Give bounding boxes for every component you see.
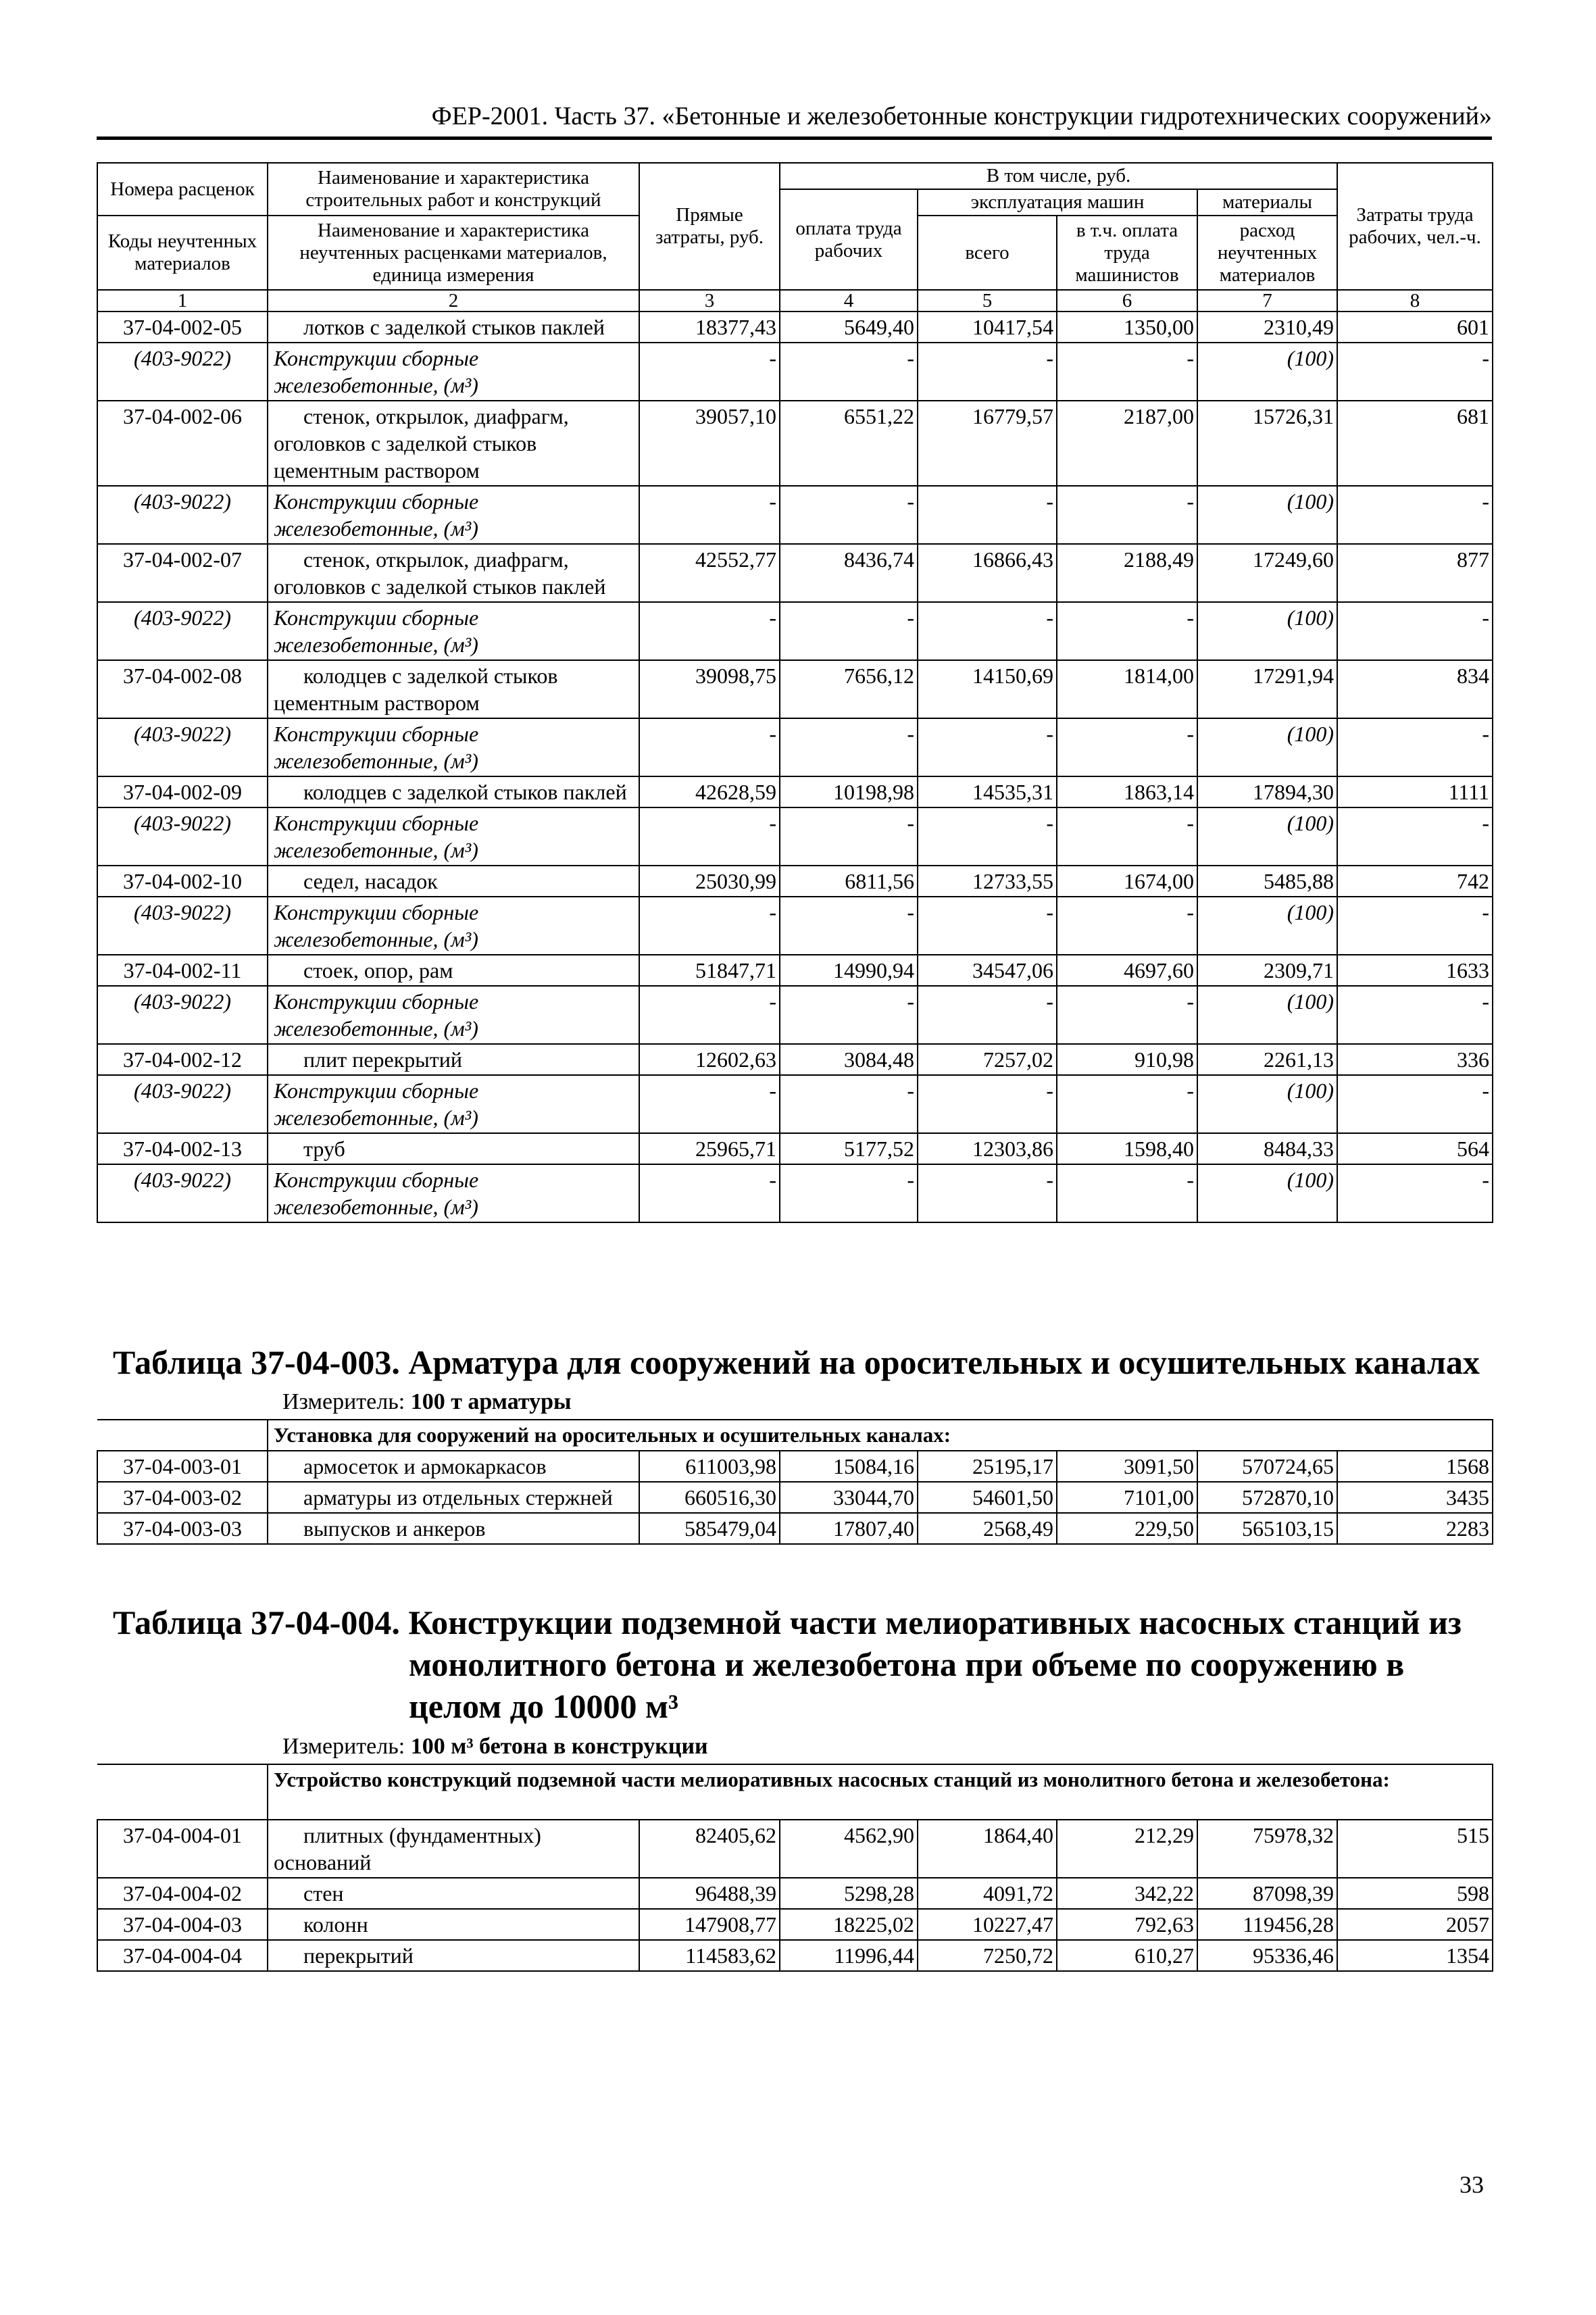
- value-cell: (100): [1197, 1075, 1337, 1133]
- material-name: Конструкции сборные железобетонные, (м³): [268, 807, 639, 866]
- value-cell: 6551,22: [780, 401, 918, 486]
- value-cell: 2187,00: [1057, 401, 1197, 486]
- col-number: 2: [268, 290, 639, 312]
- value-cell: 5177,52: [780, 1133, 918, 1164]
- value-cell: -: [1057, 1075, 1197, 1133]
- value-cell: -: [780, 807, 918, 866]
- value-cell: 39057,10: [639, 401, 780, 486]
- value-cell: -: [1057, 897, 1197, 955]
- table-row: [97, 866, 1493, 897]
- material-name: Конструкции сборные железобетонные, (м³): [268, 897, 639, 955]
- value-cell: 681: [1337, 401, 1493, 486]
- value-cell: -: [1337, 602, 1493, 660]
- rate-code: 37-04-002-11: [97, 955, 268, 986]
- value-cell: 2261,13: [1197, 1044, 1337, 1075]
- work-name: стенок, открылок, диафрагм, оголовков с заделкой стыков цементным раствором: [268, 401, 639, 486]
- value-cell: 910,98: [1057, 1044, 1197, 1075]
- rate-code: 37-04-002-07: [97, 544, 268, 602]
- material-code: (403-9022): [97, 343, 268, 401]
- work-name: стенок, открылок, диафрагм, оголовков с заделкой стыков паклей: [268, 544, 639, 602]
- value-cell: 1674,00: [1057, 866, 1197, 897]
- value-cell: -: [1337, 718, 1493, 776]
- value-cell: 229,50: [1057, 1513, 1197, 1544]
- measure-37-04-003: [282, 1389, 572, 1415]
- value-cell: 515: [1337, 1820, 1493, 1878]
- value-cell: 11996,44: [780, 1940, 918, 1971]
- col-header-rate-number: Номера расценок: [97, 163, 268, 216]
- value-cell: 25030,99: [639, 866, 780, 897]
- col-number: 7: [1197, 290, 1337, 312]
- value-cell: 18377,43: [639, 312, 780, 343]
- material-name: Конструкции сборные железобетонные, (м³): [268, 1075, 639, 1133]
- value-cell: 17807,40: [780, 1513, 918, 1544]
- table-row: [97, 1909, 1493, 1940]
- value-cell: 1111: [1337, 776, 1493, 807]
- value-cell: -: [918, 1164, 1057, 1222]
- value-cell: 119456,28: [1197, 1909, 1337, 1940]
- work-name: колонн: [268, 1909, 639, 1940]
- work-name: арматуры из отдельных стержней: [268, 1482, 639, 1513]
- col-header-machines: эксплуатация машин: [918, 189, 1197, 216]
- value-cell: -: [1337, 1164, 1493, 1222]
- value-cell: 1863,14: [1057, 776, 1197, 807]
- col-number: 5: [918, 290, 1057, 312]
- material-name: Конструкции сборные железобетонные, (м³): [268, 343, 639, 401]
- value-cell: (100): [1197, 602, 1337, 660]
- value-cell: 17291,94: [1197, 660, 1337, 718]
- material-code: (403-9022): [97, 602, 268, 660]
- rate-code: 37-04-002-05: [97, 312, 268, 343]
- value-cell: -: [918, 602, 1057, 660]
- value-cell: (100): [1197, 343, 1337, 401]
- value-cell: -: [1057, 1164, 1197, 1222]
- material-name: Конструкции сборные железобетонные, (м³): [268, 602, 639, 660]
- value-cell: 834: [1337, 660, 1493, 718]
- value-cell: -: [780, 1164, 918, 1222]
- value-cell: (100): [1197, 986, 1337, 1044]
- value-cell: 16866,43: [918, 544, 1057, 602]
- col-header-labor-hours: Затраты труда рабочих, чел.-ч.: [1337, 163, 1493, 290]
- rate-code: 37-04-002-13: [97, 1133, 268, 1164]
- value-cell: 564: [1337, 1133, 1493, 1164]
- value-cell: 610,27: [1057, 1940, 1197, 1971]
- value-cell: 34547,06: [918, 955, 1057, 986]
- value-cell: -: [918, 807, 1057, 866]
- work-name: седел, насадок: [268, 866, 639, 897]
- value-cell: 4562,90: [780, 1820, 918, 1878]
- material-row: [97, 1075, 1493, 1133]
- table-row: [97, 1513, 1493, 1544]
- page-header: ФЕР-2001. Часть 37. «Бетонные и железобетонные конструкции гидротехнических сооружений»: [97, 101, 1492, 140]
- value-cell: 6811,56: [780, 866, 918, 897]
- table-row: [97, 401, 1493, 486]
- value-cell: 342,22: [1057, 1878, 1197, 1909]
- value-cell: -: [1057, 718, 1197, 776]
- value-cell: -: [1057, 807, 1197, 866]
- measure-value: 100 т арматуры: [410, 1389, 572, 1414]
- value-cell: 212,29: [1057, 1820, 1197, 1878]
- value-cell: 1354: [1337, 1940, 1493, 1971]
- col-header-machines-total: всего: [918, 216, 1057, 290]
- value-cell: 5649,40: [780, 312, 918, 343]
- value-cell: (100): [1197, 718, 1337, 776]
- value-cell: -: [918, 986, 1057, 1044]
- value-cell: -: [780, 986, 918, 1044]
- table-title-37-04-004-line2: монолитного бетона и железобетона при объеме по сооружению в: [409, 1645, 1405, 1683]
- col-header-direct-costs: Прямые затраты, руб.: [639, 163, 780, 290]
- value-cell: -: [1057, 486, 1197, 544]
- value-cell: -: [1057, 602, 1197, 660]
- rates-table-37-04-004: [97, 1764, 1493, 1972]
- value-cell: -: [639, 1075, 780, 1133]
- col-header-worker-pay: оплата труда рабочих: [780, 189, 918, 290]
- rate-code: 37-04-004-02: [97, 1878, 268, 1909]
- value-cell: 1598,40: [1057, 1133, 1197, 1164]
- work-name: лотков с заделкой стыков паклей: [268, 312, 639, 343]
- measure-label: Измеритель:: [282, 1389, 405, 1414]
- value-cell: 1568: [1337, 1451, 1493, 1482]
- table-title-37-04-003: Таблица 37-04-003. Арматура для сооружений на оросительных и осушительных каналах: [113, 1343, 1480, 1381]
- value-cell: 7656,12: [780, 660, 918, 718]
- value-cell: -: [1057, 343, 1197, 401]
- measure-label: Измеритель:: [282, 1734, 405, 1759]
- col-number: 3: [639, 290, 780, 312]
- value-cell: 7250,72: [918, 1940, 1057, 1971]
- rate-code: 37-04-004-01: [97, 1820, 268, 1878]
- material-code: (403-9022): [97, 486, 268, 544]
- table-row: [97, 1482, 1493, 1513]
- work-name: плитных (фундаментных) оснований: [268, 1820, 639, 1878]
- value-cell: 2188,49: [1057, 544, 1197, 602]
- material-code: (403-9022): [97, 718, 268, 776]
- value-cell: 1633: [1337, 955, 1493, 986]
- value-cell: 336: [1337, 1044, 1493, 1075]
- material-name: Конструкции сборные железобетонные, (м³): [268, 986, 639, 1044]
- material-row: [97, 897, 1493, 955]
- col-number: 8: [1337, 290, 1493, 312]
- value-cell: 585479,04: [639, 1513, 780, 1544]
- col-header-material-name: Наименование и характеристика неучтенных расценками материалов, единица измерения: [268, 216, 639, 290]
- value-cell: -: [1337, 807, 1493, 866]
- value-cell: 12303,86: [918, 1133, 1057, 1164]
- value-cell: 3091,50: [1057, 1451, 1197, 1482]
- value-cell: 15726,31: [1197, 401, 1337, 486]
- section-subheader: Устройство конструкций подземной части мелиоративных насосных станций из монолитного бетона и железобетона:: [268, 1764, 1493, 1820]
- rate-code: 37-04-002-08: [97, 660, 268, 718]
- col-header-materials: материалы: [1197, 189, 1337, 216]
- value-cell: (100): [1197, 486, 1337, 544]
- value-cell: 42628,59: [639, 776, 780, 807]
- value-cell: 572870,10: [1197, 1482, 1337, 1513]
- value-cell: (100): [1197, 897, 1337, 955]
- rate-code: 37-04-004-04: [97, 1940, 268, 1971]
- value-cell: -: [1337, 1075, 1493, 1133]
- value-cell: -: [639, 343, 780, 401]
- value-cell: 7101,00: [1057, 1482, 1197, 1513]
- value-cell: -: [918, 343, 1057, 401]
- value-cell: 3084,48: [780, 1044, 918, 1075]
- value-cell: -: [1337, 986, 1493, 1044]
- value-cell: 75978,32: [1197, 1820, 1337, 1878]
- value-cell: 12602,63: [639, 1044, 780, 1075]
- value-cell: 10198,98: [780, 776, 918, 807]
- material-row: [97, 718, 1493, 776]
- measure-value: 100 м³ бетона в конструкции: [410, 1734, 708, 1759]
- value-cell: -: [1337, 343, 1493, 401]
- work-name: стоек, опор, рам: [268, 955, 639, 986]
- value-cell: 742: [1337, 866, 1493, 897]
- rate-code: 37-04-004-03: [97, 1909, 268, 1940]
- work-name: колодцев с заделкой стыков цементным раствором: [268, 660, 639, 718]
- value-cell: 877: [1337, 544, 1493, 602]
- value-cell: 39098,75: [639, 660, 780, 718]
- material-name: Конструкции сборные железобетонные, (м³): [268, 486, 639, 544]
- value-cell: 660516,30: [639, 1482, 780, 1513]
- value-cell: 15084,16: [780, 1451, 918, 1482]
- work-name: труб: [268, 1133, 639, 1164]
- rate-code: 37-04-003-01: [97, 1451, 268, 1482]
- value-cell: 3435: [1337, 1482, 1493, 1513]
- material-code: (403-9022): [97, 986, 268, 1044]
- value-cell: 570724,65: [1197, 1451, 1337, 1482]
- rate-code: 37-04-002-10: [97, 866, 268, 897]
- value-cell: 601: [1337, 312, 1493, 343]
- value-cell: 82405,62: [639, 1820, 780, 1878]
- value-cell: -: [639, 986, 780, 1044]
- material-name: Конструкции сборные железобетонные, (м³): [268, 718, 639, 776]
- col-header-operator-pay: в т.ч. оплата труда машинистов: [1057, 216, 1197, 290]
- table-row: [97, 1940, 1493, 1971]
- work-name: армосеток и армокаркасов: [268, 1451, 639, 1482]
- value-cell: -: [780, 1075, 918, 1133]
- value-cell: -: [639, 807, 780, 866]
- value-cell: -: [918, 1075, 1057, 1133]
- rate-code: 37-04-002-09: [97, 776, 268, 807]
- value-cell: -: [918, 897, 1057, 955]
- value-cell: 1864,40: [918, 1820, 1057, 1878]
- table-row: [97, 1451, 1493, 1482]
- value-cell: -: [918, 718, 1057, 776]
- material-row: [97, 486, 1493, 544]
- material-code: (403-9022): [97, 1075, 268, 1133]
- value-cell: 598: [1337, 1878, 1493, 1909]
- value-cell: 87098,39: [1197, 1878, 1337, 1909]
- value-cell: 16779,57: [918, 401, 1057, 486]
- col-number: 1: [97, 290, 268, 312]
- table-row: [97, 1133, 1493, 1164]
- work-name: перекрытий: [268, 1940, 639, 1971]
- material-name: Конструкции сборные железобетонные, (м³): [268, 1164, 639, 1222]
- value-cell: 4697,60: [1057, 955, 1197, 986]
- table-title-37-04-004-line1: Таблица 37-04-004. Конструкции подземной части мелиоративных насосных станций из: [113, 1603, 1462, 1641]
- value-cell: 792,63: [1057, 1909, 1197, 1940]
- value-cell: -: [780, 602, 918, 660]
- value-cell: 14150,69: [918, 660, 1057, 718]
- value-cell: -: [780, 343, 918, 401]
- value-cell: 17249,60: [1197, 544, 1337, 602]
- value-cell: 18225,02: [780, 1909, 918, 1940]
- value-cell: 2057: [1337, 1909, 1493, 1940]
- value-cell: 8484,33: [1197, 1133, 1337, 1164]
- table-row: [97, 1820, 1493, 1878]
- value-cell: 7257,02: [918, 1044, 1057, 1075]
- value-cell: 25195,17: [918, 1451, 1057, 1482]
- col-header-material-codes: Коды неучтенных материалов: [97, 216, 268, 290]
- value-cell: 25965,71: [639, 1133, 780, 1164]
- value-cell: 51847,71: [639, 955, 780, 986]
- table-row: [97, 544, 1493, 602]
- value-cell: -: [780, 486, 918, 544]
- value-cell: 2568,49: [918, 1513, 1057, 1544]
- value-cell: 33044,70: [780, 1482, 918, 1513]
- value-cell: -: [1337, 486, 1493, 544]
- value-cell: -: [780, 718, 918, 776]
- rates-table-37-04-002: [97, 162, 1493, 1223]
- value-cell: -: [639, 718, 780, 776]
- value-cell: -: [639, 897, 780, 955]
- value-cell: 611003,98: [639, 1451, 780, 1482]
- value-cell: 5485,88: [1197, 866, 1337, 897]
- material-code: (403-9022): [97, 897, 268, 955]
- value-cell: 96488,39: [639, 1878, 780, 1909]
- material-code: (403-9022): [97, 1164, 268, 1222]
- value-cell: 2283: [1337, 1513, 1493, 1544]
- value-cell: -: [918, 486, 1057, 544]
- material-row: [97, 986, 1493, 1044]
- value-cell: 10227,47: [918, 1909, 1057, 1940]
- value-cell: -: [639, 486, 780, 544]
- value-cell: 2310,49: [1197, 312, 1337, 343]
- value-cell: 14535,31: [918, 776, 1057, 807]
- value-cell: 12733,55: [918, 866, 1057, 897]
- material-code: (403-9022): [97, 807, 268, 866]
- work-name: стен: [268, 1878, 639, 1909]
- section-subheader: Установка для сооружений на оросительных и осушительных каналах:: [268, 1420, 1493, 1451]
- material-row: [97, 602, 1493, 660]
- value-cell: -: [1337, 897, 1493, 955]
- value-cell: (100): [1197, 1164, 1337, 1222]
- rate-code: 37-04-003-03: [97, 1513, 268, 1544]
- value-cell: -: [639, 1164, 780, 1222]
- col-header-work-name: Наименование и характеристика строительных работ и конструкций: [268, 163, 639, 216]
- rate-code: 37-04-002-12: [97, 1044, 268, 1075]
- value-cell: 2309,71: [1197, 955, 1337, 986]
- material-row: [97, 1164, 1493, 1222]
- table-row: [97, 1878, 1493, 1909]
- col-number: 4: [780, 290, 918, 312]
- rate-code: 37-04-002-06: [97, 401, 268, 486]
- value-cell: 95336,46: [1197, 1940, 1337, 1971]
- rates-table-37-04-003: [97, 1419, 1493, 1545]
- table-row: [97, 1044, 1493, 1075]
- value-cell: 1350,00: [1057, 312, 1197, 343]
- work-name: колодцев с заделкой стыков паклей: [268, 776, 639, 807]
- table-row: [97, 776, 1493, 807]
- value-cell: 17894,30: [1197, 776, 1337, 807]
- table-row: [97, 955, 1493, 986]
- page-number: 33: [1460, 2171, 1484, 2198]
- value-cell: 1814,00: [1057, 660, 1197, 718]
- value-cell: 4091,72: [918, 1878, 1057, 1909]
- value-cell: (100): [1197, 807, 1337, 866]
- value-cell: 565103,15: [1197, 1513, 1337, 1544]
- value-cell: 8436,74: [780, 544, 918, 602]
- value-cell: -: [780, 897, 918, 955]
- work-name: выпусков и анкеров: [268, 1513, 639, 1544]
- value-cell: 42552,77: [639, 544, 780, 602]
- value-cell: 147908,77: [639, 1909, 780, 1940]
- value-cell: 54601,50: [918, 1482, 1057, 1513]
- measure-37-04-004: [282, 1734, 708, 1760]
- col-number: 6: [1057, 290, 1197, 312]
- value-cell: -: [1057, 986, 1197, 1044]
- table-row: [97, 660, 1493, 718]
- table-title-37-04-004-line3: целом до 10000 м³: [409, 1687, 678, 1725]
- col-header-including: В том числе, руб.: [780, 163, 1337, 189]
- work-name: плит перекрытий: [268, 1044, 639, 1075]
- rate-code: 37-04-003-02: [97, 1482, 268, 1513]
- col-header-material-consumption: расход неучтенных материалов: [1197, 216, 1337, 290]
- material-row: [97, 343, 1493, 401]
- value-cell: 14990,94: [780, 955, 918, 986]
- value-cell: 10417,54: [918, 312, 1057, 343]
- table-row: [97, 312, 1493, 343]
- value-cell: -: [639, 602, 780, 660]
- value-cell: 5298,28: [780, 1878, 918, 1909]
- value-cell: 114583,62: [639, 1940, 780, 1971]
- material-row: [97, 807, 1493, 866]
